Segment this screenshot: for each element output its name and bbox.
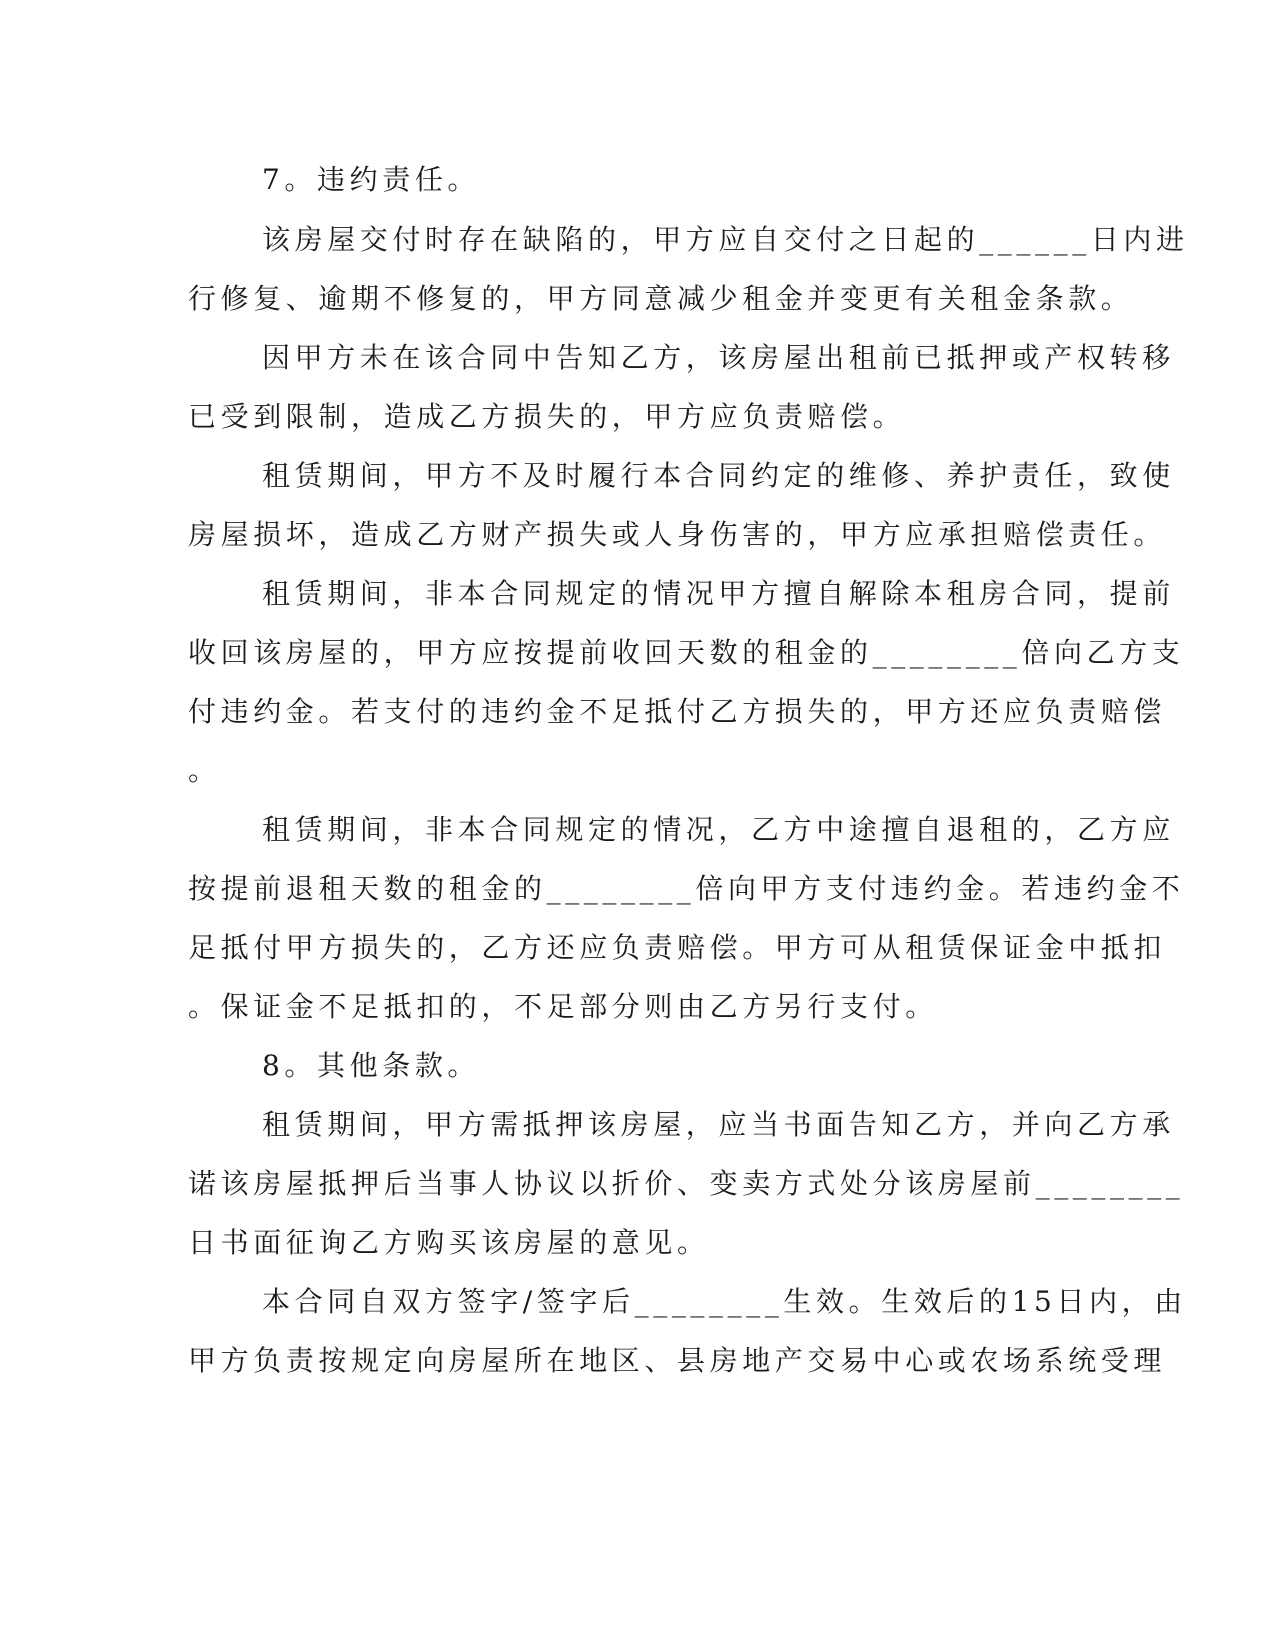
paragraph-line: 租赁期间，甲方需抵押该房屋，应当书面告知乙方，并向乙方承	[262, 1108, 1175, 1141]
section-heading-other-terms: 8。其他条款。	[262, 1049, 481, 1082]
paragraph-line: 本合同自双方签字/签字后________生效。生效后的15日内，由	[262, 1285, 1187, 1318]
paragraph-line: 。	[188, 754, 221, 787]
paragraph-line: 租赁期间，甲方不及时履行本合同约定的维修、养护责任，致使	[262, 459, 1175, 492]
paragraph-line: 按提前退租天数的租金的________倍向甲方支付违约金。若违约金不	[188, 872, 1185, 905]
paragraph-line: 因甲方未在该合同中告知乙方，该房屋出租前已抵押或产权转移	[262, 341, 1175, 374]
paragraph-line: 已受到限制，造成乙方损失的，甲方应负责赔偿。	[188, 400, 906, 433]
paragraph-line: 行修复、逾期不修复的，甲方同意减少租金并变更有关租金条款。	[188, 282, 1134, 315]
paragraph-line: 。保证金不足抵扣的，不足部分则由乙方另行支付。	[188, 990, 938, 1023]
paragraph-line: 租赁期间，非本合同规定的情况甲方擅自解除本租房合同，提前	[262, 577, 1175, 610]
paragraph-line: 诺该房屋抵押后当事人协议以折价、变卖方式处分该房屋前________	[188, 1167, 1185, 1200]
paragraph-line: 租赁期间，非本合同规定的情况，乙方中途擅自退租的，乙方应	[262, 813, 1175, 846]
paragraph-line: 日书面征询乙方购买该房屋的意见。	[188, 1226, 710, 1259]
section-heading-breach: 7。违约责任。	[262, 163, 481, 196]
paragraph-line: 付违约金。若支付的违约金不足抵付乙方损失的，甲方还应负责赔偿	[188, 695, 1167, 728]
paragraph-line: 甲方负责按规定向房屋所在地区、县房地产交易中心或农场系统受理	[188, 1344, 1167, 1377]
paragraph-line: 房屋损坏，造成乙方财产损失或人身伤害的，甲方应承担赔偿责任。	[188, 518, 1167, 551]
paragraph-line: 足抵付甲方损失的，乙方还应负责赔偿。甲方可从租赁保证金中抵扣	[188, 931, 1167, 964]
paragraph-line: 收回该房屋的，甲方应按提前收回天数的租金的________倍向乙方支	[188, 636, 1185, 669]
paragraph-line: 该房屋交付时存在缺陷的，甲方应自交付之日起的______日内进	[262, 223, 1189, 256]
